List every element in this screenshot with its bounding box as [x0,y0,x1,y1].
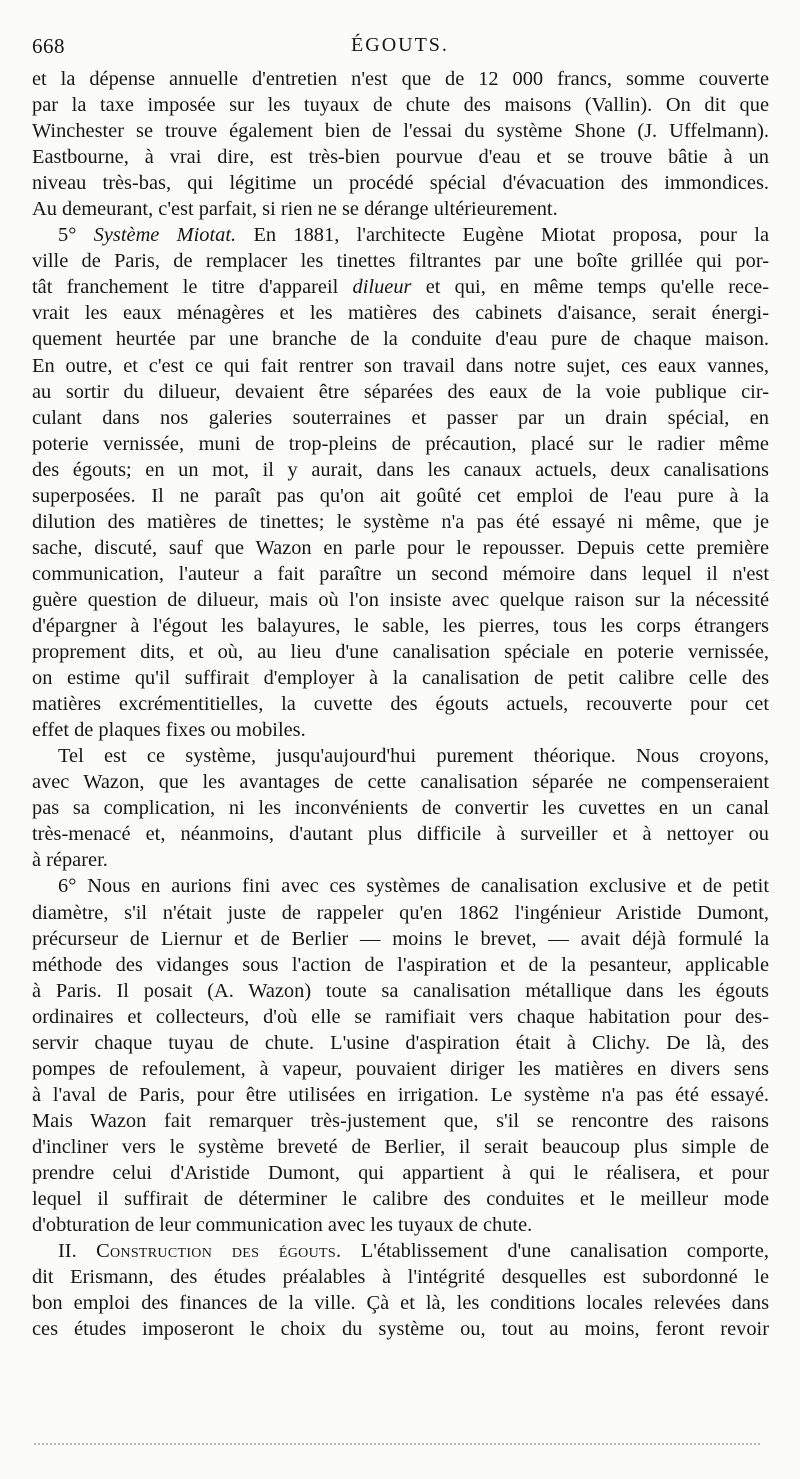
text-line: Winchester se trouve également bien de l'essai du système Shone (J. Uffelmann). [32,120,769,143]
text-line: on estime qu'il suffirait d'employer à la canalisation de petit calibre celle des [32,667,769,690]
text-line: ces études imposeront le choix du système ou, tout au moins, feront revoir [32,1318,769,1341]
text-line: précurseur de Liernur et de Berlier — moins le brevet, — avait déjà formulé la [32,927,769,950]
text-line: dilution des matières de tinettes; le système n'a pas été essayé ni même, que je [32,510,769,533]
text-line: culant dans nos galeries souterraines et passer par un drain spécial, en [32,406,769,429]
text-line: Mais Wazon fait remarquer très-justement que, s'il se rencontre des raisons [32,1109,769,1132]
text-line: effet de plaques fixes ou mobiles. [32,719,306,742]
text-line: niveau très-bas, qui légitime un procédé spécial d'évacuation des immondices. [32,172,769,195]
text-line: à Paris. Il posait (A. Wazon) toute sa canalisation métallique dans les égouts [32,979,769,1002]
text-line: prendre celui d'Aristide Dumont, qui appartient à qui le réalisera, et pour [32,1161,769,1184]
text-line: par la taxe imposée sur les tuyaux de chute des maisons (Vallin). On dit que [32,94,769,117]
text-line: très-menacé et, néanmoins, d'autant plus difficile à surveiller et à nettoyer ou [32,823,769,846]
text-line: 5° Système Miotat. En 1881, l'architecte Eugène Miotat proposa, pour la [58,224,769,247]
text-line: En outre, et c'est ce qui fait rentrer son travail dans notre sujet, ces eaux vannes, [32,354,769,377]
running-title: ÉGOUTS. [351,34,449,56]
text-line: diamètre, s'il n'était juste de rappeler qu'en 1862 l'ingénieur Aristide Dumont, [32,901,769,924]
section-heading-construction-des-egouts: Construction des égouts. [96,1240,342,1263]
text-line: Au demeurant, c'est parfait, si rien ne se dérange ultérieurement. [32,198,558,221]
text-line: d'épargner à l'égout les balayures, le sable, les pierres, tous les corps étrangers [32,614,769,637]
text-line: méthode des vidanges sous l'action de l'aspiration et de la pesanteur, applicable [32,953,769,976]
text-line: Eastbourne, à vrai dire, est très-bien pourvue d'eau et se trouve bâtie à un [32,146,769,169]
text-line: lequel il suffirait de déterminer le calibre des conduites et le meilleur mode [32,1188,769,1211]
text-line: matières excrémentitielles, la cuvette des égouts actuels, recouverte pour cet [32,693,769,716]
text-line: à réparer. [32,849,108,872]
text-line: à l'aval de Paris, pour être utilisées en irrigation. Le système n'a pas été essayé. [32,1083,769,1106]
text-line: Tel est ce système, jusqu'aujourd'hui purement théorique. Nous croyons, [58,745,769,768]
text-line: pompes de refoulement, à vapeur, pouvaient diriger les matières en divers sens [32,1057,769,1080]
text-line: quement heurtée par une branche de la conduite d'eau pure de chaque maison. [32,328,769,351]
text-line: servir chaque tuyau de chute. L'usine d'aspiration était à Clichy. De là, des [32,1031,769,1054]
section-heading-systeme-miotat: Système Miotat. [93,224,237,247]
text-line: et la dépense annuelle d'entretien n'est que de 12 000 francs, somme couverte [32,68,769,90]
text-line: tât franchement le titre d'appareil dilueur et qui, en même temps qu'elle rece- [32,276,769,299]
text-line: ville de Paris, de remplacer les tinettes filtrantes par une boîte grillée qui por- [32,250,769,273]
text-line: vrait les eaux ménagères et les matières des cabinets d'aisance, serait énergi- [32,302,769,325]
text-line: guère question de dilueur, mais où l'on insiste avec quelque raison sur la nécessité [32,588,769,611]
text-line: des égouts; en un mot, il y aurait, dans les canaux actuels, deux canalisations [32,458,769,481]
body-text [32,66,769,1342]
page-header [32,34,768,64]
text-line: avec Wazon, que les avantages de cette canalisation séparée ne compenseraient [32,771,769,794]
footer-rule [34,1443,760,1445]
text-line: communication, l'auteur a fait paraître un second mémoire dans lequel il n'est [32,562,769,585]
text-line: bon emploi des finances de la ville. Çà et là, les conditions locales relevées dans [32,1292,769,1315]
text-line: d'incliner vers le système breveté de Berlier, il serait beaucoup plus simple de [32,1135,769,1158]
text-line: ordinaires et collecteurs, d'où elle se ramifiait vers chaque habitation pour des- [32,1005,769,1028]
italic-term-dilueur: dilueur [352,276,412,299]
text-line: pas sa complication, ni les inconvénients de convertir les cuvettes en un canal [32,797,769,820]
text-line: sache, discuté, sauf que Wazon en parle pour le repousser. Depuis cette première [32,536,769,559]
page-number: 668 [32,34,65,58]
text-line: d'obturation de leur communication avec les tuyaux de chute. [32,1214,533,1237]
text-line: superposées. Il ne paraît pas qu'on ait goûté cet emploi de l'eau pure à la [32,484,769,507]
text-line: proprement dits, et où, au lieu d'une canalisation spéciale en poterie vernissée, [32,641,769,664]
text-line: au sortir du dilueur, devaient être séparées des eaux de la voie publique cir- [32,380,769,403]
text-line: dit Erismann, des études préalables à l'intégrité desquelles est subordonné le [32,1266,769,1289]
text-line: II. Construction des égouts. L'établissement d'une canalisation comporte, [58,1240,769,1263]
text-line: 6° Nous en aurions fini avec ces systèmes de canalisation exclusive et de petit [58,875,769,898]
text-line: poterie vernissée, muni de trop-pleins de précaution, placé sur le radier même [32,432,769,455]
